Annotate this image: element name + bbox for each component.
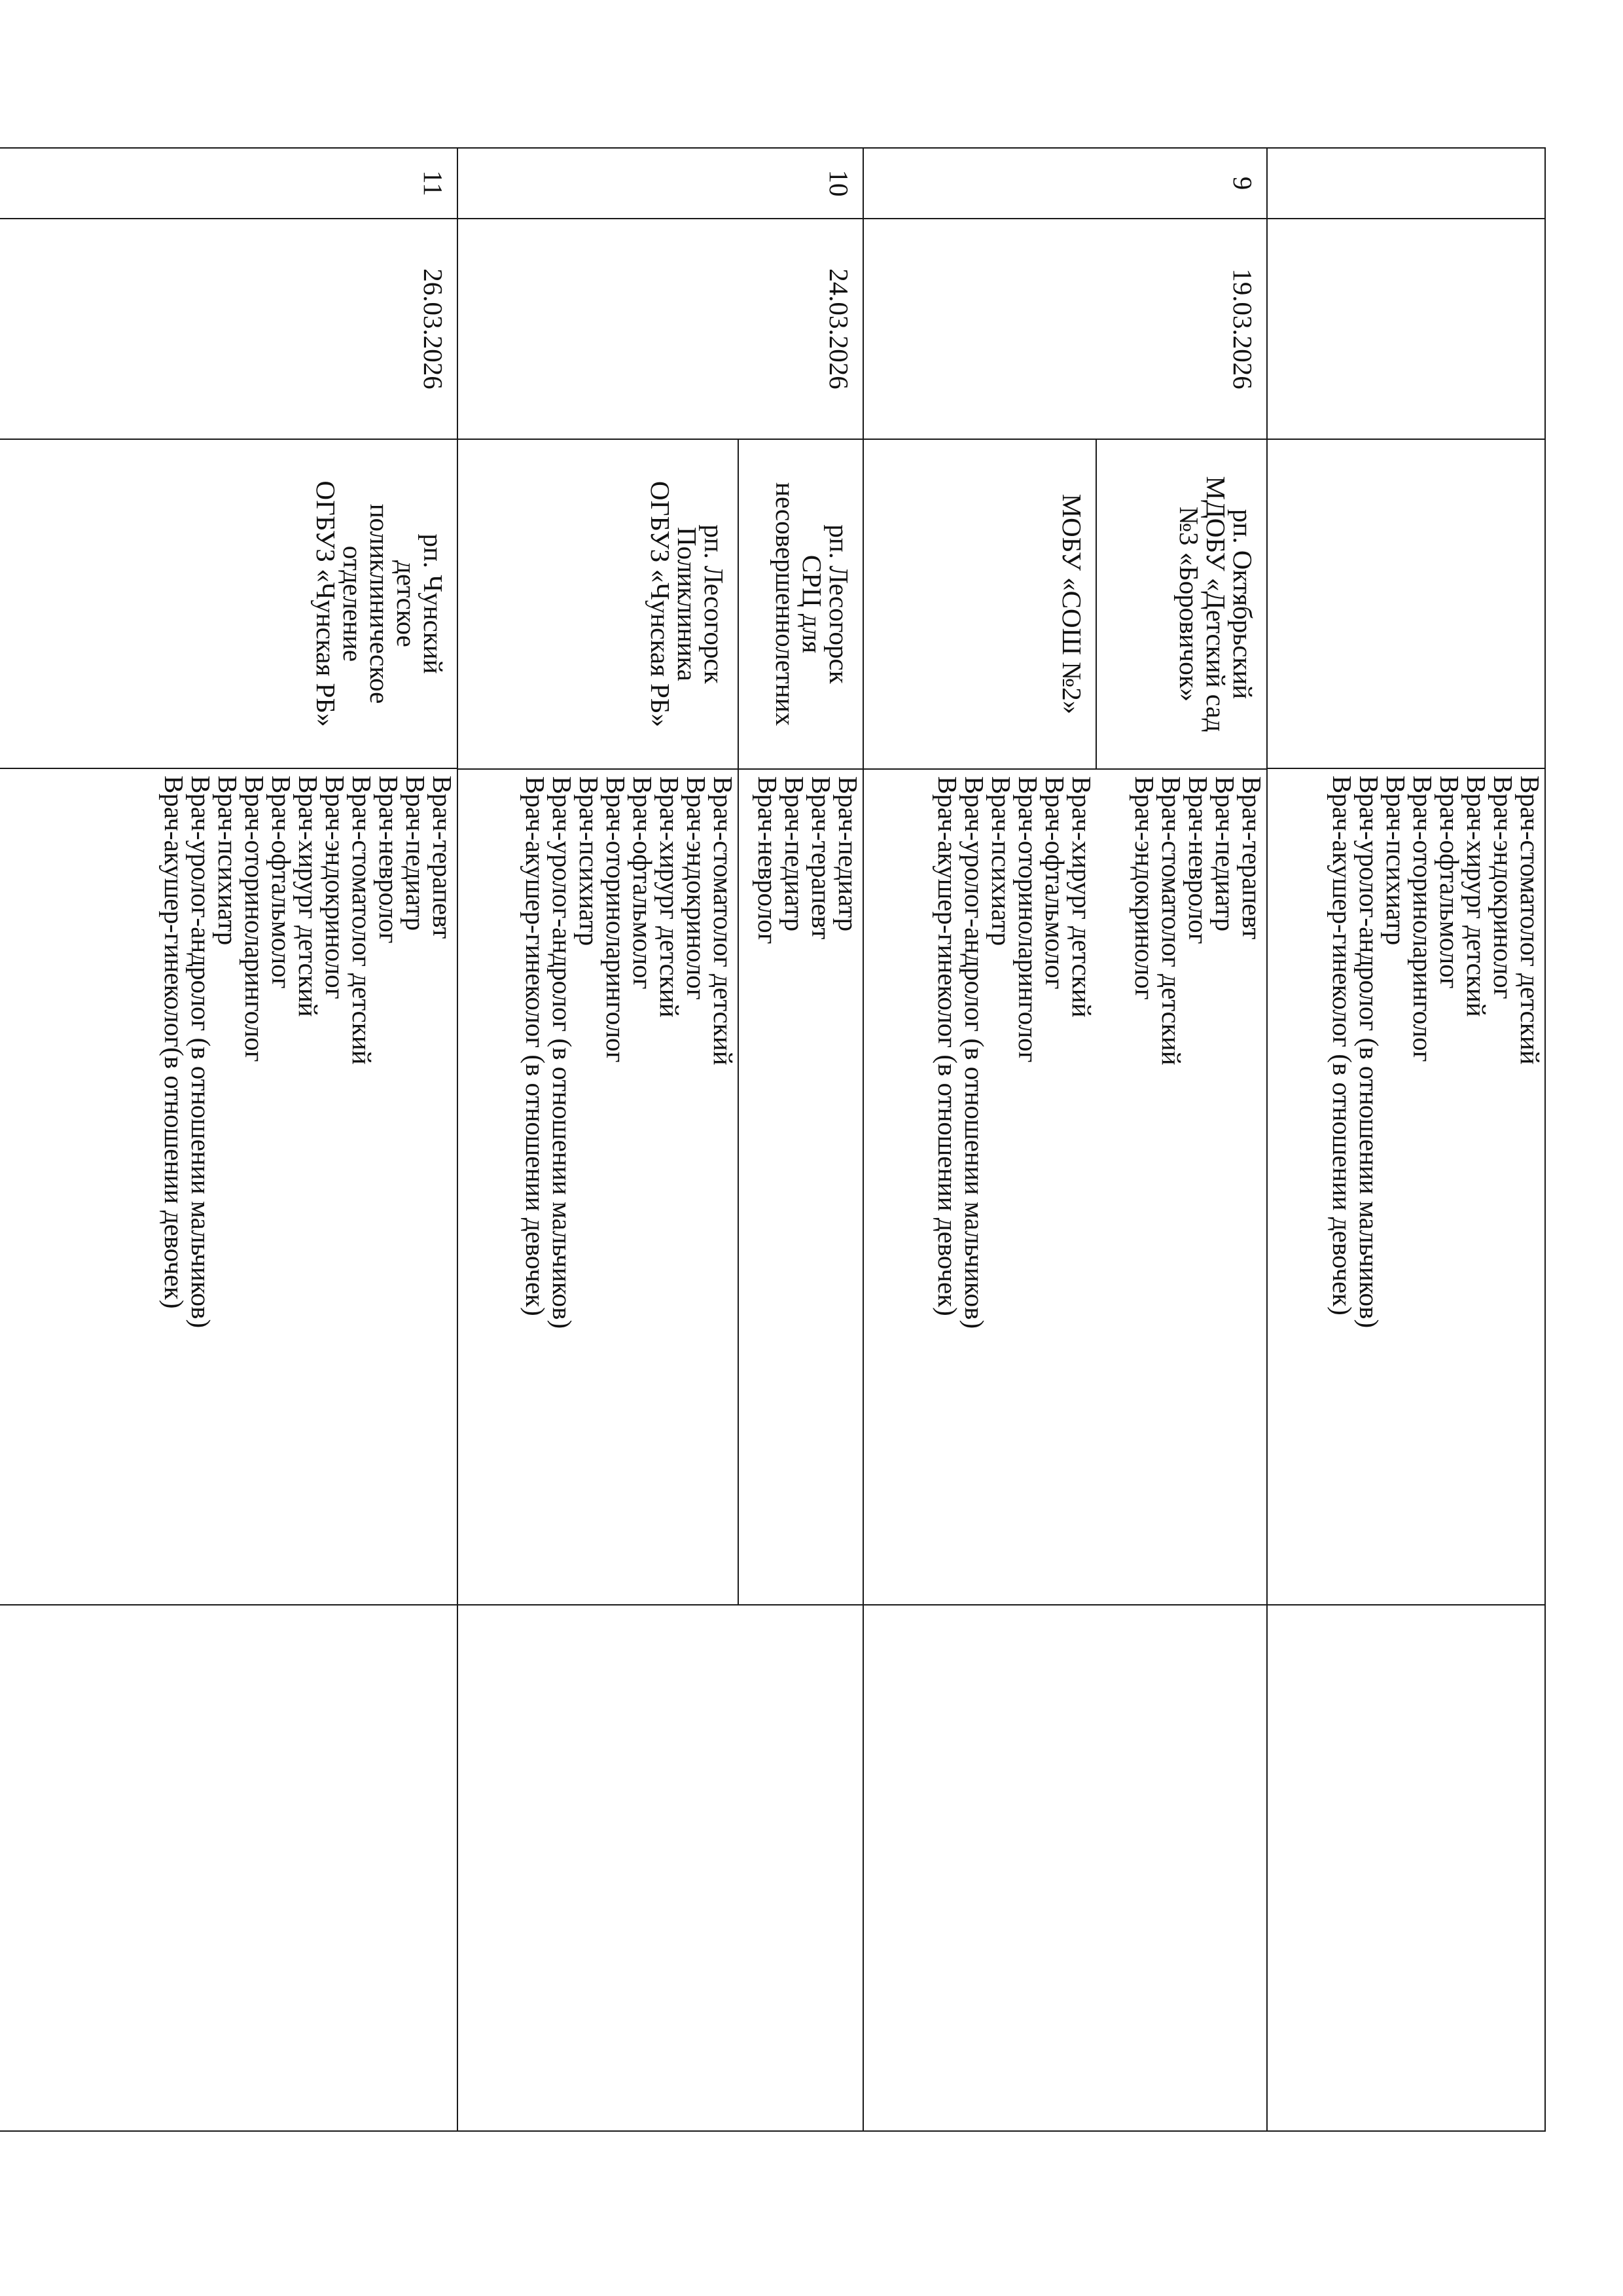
- doctor-item: Врач-терапевт: [427, 776, 457, 939]
- place-line: несовершеннолетних: [770, 482, 800, 726]
- empty-cell: [863, 1605, 1267, 2131]
- doctors-cell: [738, 769, 863, 1605]
- doctor-item: Врач-уролог-андролог (в отношении мальчиков): [1354, 776, 1384, 1329]
- place-cell: [1267, 439, 1545, 768]
- schedule-table: [0, 147, 1546, 2132]
- doctor-item: Врач-невролог: [1183, 776, 1213, 944]
- place-line: №3 «Боровичок»: [1174, 506, 1204, 702]
- doctor-item: Врач-терапевт: [806, 776, 836, 940]
- place-line: Поликлиника: [672, 527, 702, 681]
- doctor-item: Врач-эндокринолог: [1488, 776, 1518, 999]
- place-line: МДОБУ «Детский сад: [1201, 476, 1231, 732]
- place-cell: [1096, 440, 1266, 769]
- doctor-item: Врач-психиатр: [574, 776, 604, 946]
- row-number-cell: 10: [457, 148, 863, 219]
- table-row-9: [863, 148, 1267, 2131]
- doctors-cell: [1096, 769, 1266, 1605]
- date-cell: [1267, 219, 1545, 439]
- doctor-item: Врач-оториноларинголог: [1408, 776, 1438, 1062]
- doctor-item: Врач-невролог: [374, 776, 404, 944]
- doctor-item: Врач-хирург детский: [654, 776, 685, 1018]
- doctor-item: Врач-акушер-гинеколог(в отношении девочек): [159, 776, 189, 1309]
- row-number-cell: [1267, 148, 1545, 219]
- doctor-item: Врач-хирург детский: [293, 776, 323, 1017]
- place-doctors-group: [457, 439, 863, 1605]
- doctors-cell: [458, 769, 738, 1605]
- doctor-item: Врач-психиатр: [213, 776, 243, 946]
- doctor-item: Врач-стоматолог детский: [708, 776, 738, 1066]
- doctor-item: Врач-педиатр: [401, 776, 431, 931]
- place-cell: [0, 439, 457, 768]
- doctor-item: Врач-психиатр: [1381, 776, 1411, 946]
- doctor-item: Врач-эндокринолог: [681, 776, 711, 1000]
- table-row-continuation: [1267, 148, 1545, 2131]
- place-line: МОБУ «СОШ №2»: [1057, 493, 1087, 715]
- doctor-item: Врач-офтальмолог: [1040, 776, 1070, 990]
- row-number-cell: 11: [0, 148, 457, 219]
- place-line: детское: [391, 560, 421, 647]
- sub-table: [864, 440, 1266, 1605]
- doctor-item: Врач-педиатр: [833, 776, 863, 932]
- doctor-item: Врач-хирург детский: [1461, 776, 1491, 1017]
- place-line: ОГБУЗ «Чунская РБ»: [645, 481, 675, 727]
- doctor-item: Врач-стоматолог детский: [1156, 776, 1186, 1066]
- doctor-item: Врач-офтальмолог: [1435, 776, 1465, 989]
- place-line: рп. Лесогорск: [824, 524, 854, 684]
- doctor-item: Врач-стоматолог детский: [1515, 776, 1545, 1065]
- empty-cell: [0, 1605, 457, 2131]
- rotated-schedule-sheet: [80, 147, 1546, 2130]
- doctor-item: Врач-офтальмолог: [266, 776, 296, 989]
- place-cell: [864, 440, 1096, 769]
- sub-table: [458, 440, 863, 1605]
- place-line: рп. Лесогорск: [699, 524, 729, 684]
- doctor-item: Врач-эндокринолог: [1130, 776, 1160, 1000]
- doctors-cell: [0, 768, 457, 1605]
- doctor-item: Врач-терапевт: [1237, 776, 1267, 940]
- doctor-item: Врач-акушер-гинеколог (в отношении девочек): [933, 776, 963, 1316]
- empty-cell: [457, 1605, 863, 2131]
- doctors-cell: [864, 769, 1096, 1605]
- doctor-item: Врач-уролог-андролог (в отношении мальчиков): [186, 776, 216, 1329]
- doctor-item: Врач-оториноларинголог: [1013, 776, 1043, 1063]
- doctor-item: Врач-педиатр: [779, 776, 810, 932]
- place-line: рп. Чунский: [418, 533, 448, 674]
- place-cell: [738, 440, 863, 769]
- doctor-item: Врач-стоматолог детский: [347, 776, 377, 1065]
- doctor-item: Врач-акушер-гинеколог (в отношении девочек): [1327, 776, 1357, 1316]
- table-row-10: [457, 148, 863, 2131]
- doctor-item: Врач-психиатр: [986, 776, 1016, 946]
- place-line: СРЦ для: [797, 554, 827, 654]
- empty-cell: [1267, 1605, 1545, 2131]
- place-cell: [458, 440, 738, 769]
- doctor-item: Врач-уролог-андролог (в отношении мальчиков): [959, 776, 990, 1329]
- place-line: рп. Октябрьский: [1228, 509, 1258, 700]
- doctor-item: Врач-педиатр: [1210, 776, 1240, 932]
- table-row-11: [0, 148, 457, 2131]
- doctor-item: Врач-оториноларинголог: [240, 776, 270, 1062]
- doctor-item: Врач-офтальмолог: [628, 776, 658, 990]
- doctor-item: Врач-акушер-гинеколог (в отношении девочек): [520, 776, 550, 1316]
- place-line: поликлиническое: [365, 503, 395, 704]
- date-cell: 24.03.2026: [457, 219, 863, 439]
- doctor-item: Врач-эндокринолог: [320, 776, 350, 999]
- date-cell: 26.03.2026: [0, 219, 457, 439]
- row-number-cell: 9: [863, 148, 1267, 219]
- doctor-item: Врач-уролог-андролог (в отношении мальчиков): [547, 776, 577, 1329]
- place-line: ОГБУЗ «Чунская РБ»: [311, 480, 341, 727]
- doctor-item: Врач-невролог: [753, 776, 783, 944]
- place-doctors-group: [863, 439, 1267, 1605]
- place-line: отделение: [338, 545, 368, 662]
- doctor-item: Врач-оториноларинголог: [601, 776, 631, 1063]
- doctors-cell: [1267, 768, 1545, 1605]
- date-cell: 19.03.2026: [863, 219, 1267, 439]
- doctor-item: Врач-хирург детский: [1067, 776, 1097, 1018]
